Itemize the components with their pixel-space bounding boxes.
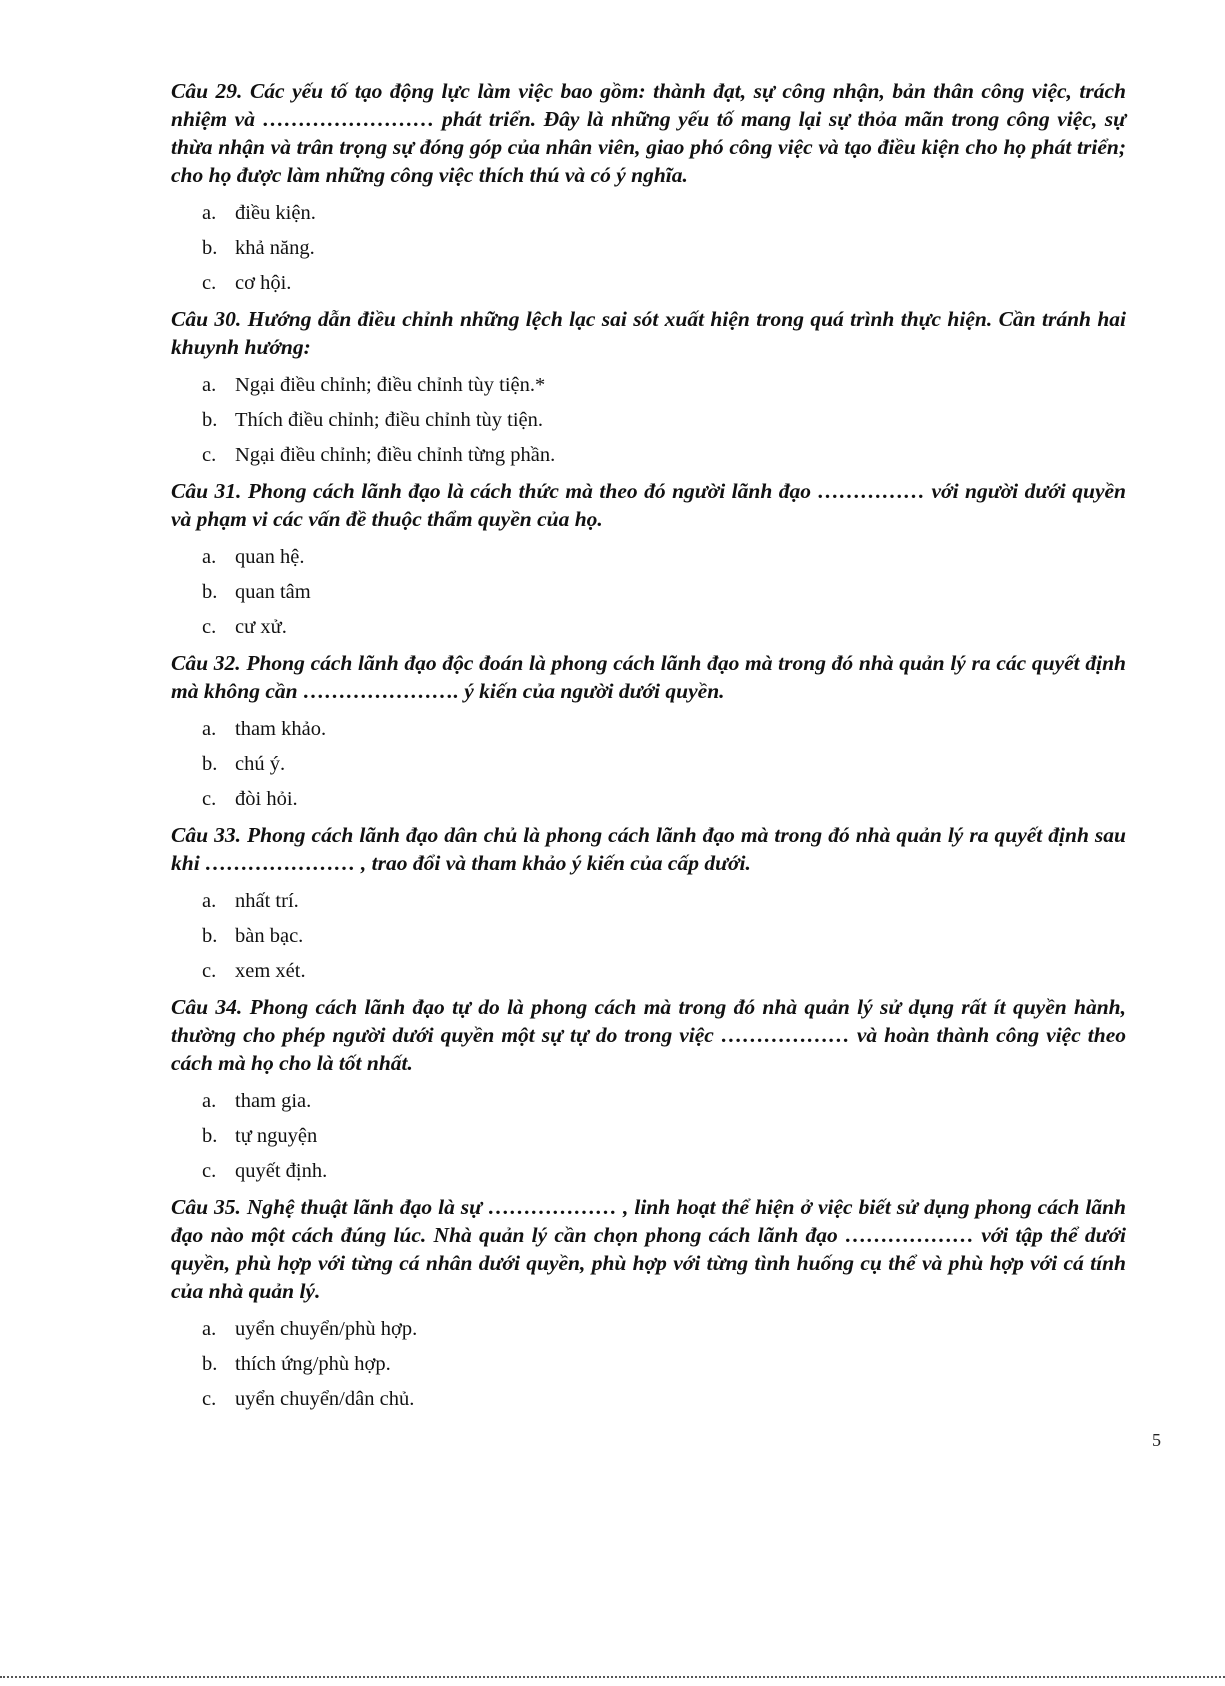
question-text: Nghệ thuật lãnh đạo là sự ……………… , linh hoạt thể hiện ở việc biết sử dụng phong cách lãnh đạo nào một cách đúng lúc. Nhà quản lý cần chọn phong cách lãnh đạo ……………… với tập thể dưới quyền, phù hợp với từng cá nhân dưới quyền, phù hợp với từng tình huống cụ thể và phù hợp với cá tính của nhà quản lý. bbox=[171, 1195, 1126, 1303]
option-letter: a. bbox=[202, 374, 217, 396]
answer-option-c bbox=[171, 438, 1126, 473]
option-text: tham khảo. bbox=[235, 718, 327, 740]
question-text: Phong cách lãnh đạo độc đoán là phong cách lãnh đạo mà trong đó nhà quản lý ra các quyết định mà không cần …………………. ý kiến của người dưới quyền. bbox=[171, 651, 1126, 703]
answer-options bbox=[171, 884, 1126, 989]
option-text: thích ứng/phù hợp. bbox=[235, 1353, 391, 1375]
option-text: nhất trí. bbox=[235, 890, 299, 912]
option-letter: c. bbox=[202, 1160, 217, 1182]
option-letter: a. bbox=[202, 202, 217, 224]
answer-option-c bbox=[171, 266, 1126, 301]
option-text: Thích điều chỉnh; điều chỉnh tùy tiện. bbox=[235, 409, 544, 431]
option-letter: c. bbox=[202, 1388, 217, 1410]
option-text: uyển chuyển/dân chủ. bbox=[235, 1388, 415, 1410]
option-text: đòi hỏi. bbox=[235, 788, 298, 810]
option-text: điều kiện. bbox=[235, 202, 316, 224]
option-text: khả năng. bbox=[235, 237, 315, 259]
answer-option-a bbox=[171, 1084, 1126, 1119]
question-number: Câu 30. bbox=[171, 307, 242, 331]
option-text: tự nguyện bbox=[235, 1125, 318, 1147]
option-letter: a. bbox=[202, 1090, 217, 1112]
question-text: Phong cách lãnh đạo tự do là phong cách mà trong đó nhà quản lý sử dụng rất ít quyền hành, thường cho phép người dưới quyền một sự tự do trong việc ……………… và hoàn thành công việc theo cách mà họ cho là tốt nhất. bbox=[171, 995, 1127, 1075]
answer-option-b bbox=[171, 575, 1126, 610]
option-letter: c. bbox=[202, 960, 217, 982]
answer-options bbox=[171, 540, 1126, 645]
question-35 bbox=[171, 1193, 1126, 1417]
option-text: uyển chuyển/phù hợp. bbox=[235, 1318, 418, 1340]
question-stem bbox=[171, 821, 1126, 877]
answer-option-c bbox=[171, 1154, 1126, 1189]
answer-options bbox=[171, 1312, 1126, 1417]
question-stem bbox=[171, 77, 1126, 189]
question-number: Câu 33. bbox=[171, 823, 241, 847]
question-29 bbox=[171, 77, 1126, 301]
answer-option-c bbox=[171, 782, 1126, 817]
option-text: cơ hội. bbox=[235, 272, 292, 294]
answer-option-b bbox=[171, 747, 1126, 782]
option-text: bàn bạc. bbox=[235, 925, 304, 947]
question-stem bbox=[171, 477, 1126, 533]
option-text: quyết định. bbox=[235, 1160, 328, 1182]
option-letter: c. bbox=[202, 272, 217, 294]
option-letter: c. bbox=[202, 444, 217, 466]
answer-option-b bbox=[171, 1119, 1126, 1154]
question-stem bbox=[171, 305, 1126, 361]
scan-edge-divider bbox=[0, 1676, 1225, 1679]
answer-option-b bbox=[171, 919, 1126, 954]
question-stem bbox=[171, 1193, 1126, 1305]
answer-option-b bbox=[171, 1347, 1126, 1382]
question-30 bbox=[171, 305, 1126, 473]
question-number: Câu 32. bbox=[171, 651, 241, 675]
option-letter: b. bbox=[202, 1125, 218, 1147]
answer-option-c bbox=[171, 610, 1126, 645]
question-32 bbox=[171, 649, 1126, 817]
question-text: Các yếu tố tạo động lực làm việc bao gồm: thành đạt, sự công nhận, bản thân công việc, trách nhiệm và …………………… phát triển. Đây là những yếu tố mang lại sự thỏa mãn trong công việc, sự thừa nhận và trân trọng sự đóng góp của nhân viên, giao phó công việc và tạo điều kiện cho họ phát triển; cho họ được làm những công việc thích thú và có ý nghĩa. bbox=[171, 79, 1127, 187]
option-letter: c. bbox=[202, 616, 217, 638]
question-stem bbox=[171, 649, 1126, 705]
option-letter: a. bbox=[202, 718, 217, 740]
question-text: Phong cách lãnh đạo là cách thức mà theo đó người lãnh đạo …………… với người dưới quyền và phạm vi các vấn đề thuộc thẩm quyền của họ. bbox=[171, 479, 1127, 531]
question-number: Câu 31. bbox=[171, 479, 242, 503]
option-letter: c. bbox=[202, 788, 217, 810]
option-letter: b. bbox=[202, 409, 218, 431]
option-letter: b. bbox=[202, 581, 218, 603]
option-letter: b. bbox=[202, 237, 218, 259]
answer-option-c bbox=[171, 1382, 1126, 1417]
question-list bbox=[171, 77, 1126, 1421]
question-text: Phong cách lãnh đạo dân chủ là phong cách lãnh đạo mà trong đó nhà quản lý ra quyết định sau khi ………………… , trao đổi và tham khảo ý kiến của cấp dưới. bbox=[171, 823, 1126, 875]
answer-option-a bbox=[171, 1312, 1126, 1347]
question-number: Câu 35. bbox=[171, 1195, 241, 1219]
option-text: tham gia. bbox=[235, 1090, 312, 1112]
answer-option-a bbox=[171, 540, 1126, 575]
option-letter: b. bbox=[202, 1353, 218, 1375]
answer-option-a bbox=[171, 368, 1126, 403]
option-text: chú ý. bbox=[235, 753, 286, 775]
option-letter: a. bbox=[202, 890, 217, 912]
answer-options bbox=[171, 1084, 1126, 1189]
option-letter: b. bbox=[202, 753, 218, 775]
option-text: Ngại điều chỉnh; điều chỉnh từng phần. bbox=[235, 444, 556, 466]
question-text: Hướng dẫn điều chỉnh những lệch lạc sai sót xuất hiện trong quá trình thực hiện. Cần tránh hai khuynh hướng: bbox=[171, 307, 1127, 359]
answer-options bbox=[171, 196, 1126, 301]
option-letter: b. bbox=[202, 925, 218, 947]
answer-option-a bbox=[171, 196, 1126, 231]
option-text: xem xét. bbox=[235, 960, 306, 982]
option-text: quan hệ. bbox=[235, 546, 305, 568]
answer-option-b bbox=[171, 231, 1126, 266]
option-text: quan tâm bbox=[235, 581, 311, 603]
page-number: 5 bbox=[1152, 1430, 1161, 1450]
answer-options bbox=[171, 712, 1126, 817]
answer-option-c bbox=[171, 954, 1126, 989]
question-31 bbox=[171, 477, 1126, 645]
option-letter: a. bbox=[202, 1318, 217, 1340]
answer-option-a bbox=[171, 712, 1126, 747]
question-34 bbox=[171, 993, 1126, 1189]
answer-options bbox=[171, 368, 1126, 473]
answer-option-a bbox=[171, 884, 1126, 919]
question-33 bbox=[171, 821, 1126, 989]
answer-option-b bbox=[171, 403, 1126, 438]
option-text: cư xử. bbox=[235, 616, 287, 638]
question-number: Câu 29. bbox=[171, 79, 243, 103]
option-letter: a. bbox=[202, 546, 217, 568]
question-number: Câu 34. bbox=[171, 995, 243, 1019]
question-stem bbox=[171, 993, 1126, 1077]
option-text: Ngại điều chỉnh; điều chỉnh tùy tiện.* bbox=[235, 374, 546, 396]
